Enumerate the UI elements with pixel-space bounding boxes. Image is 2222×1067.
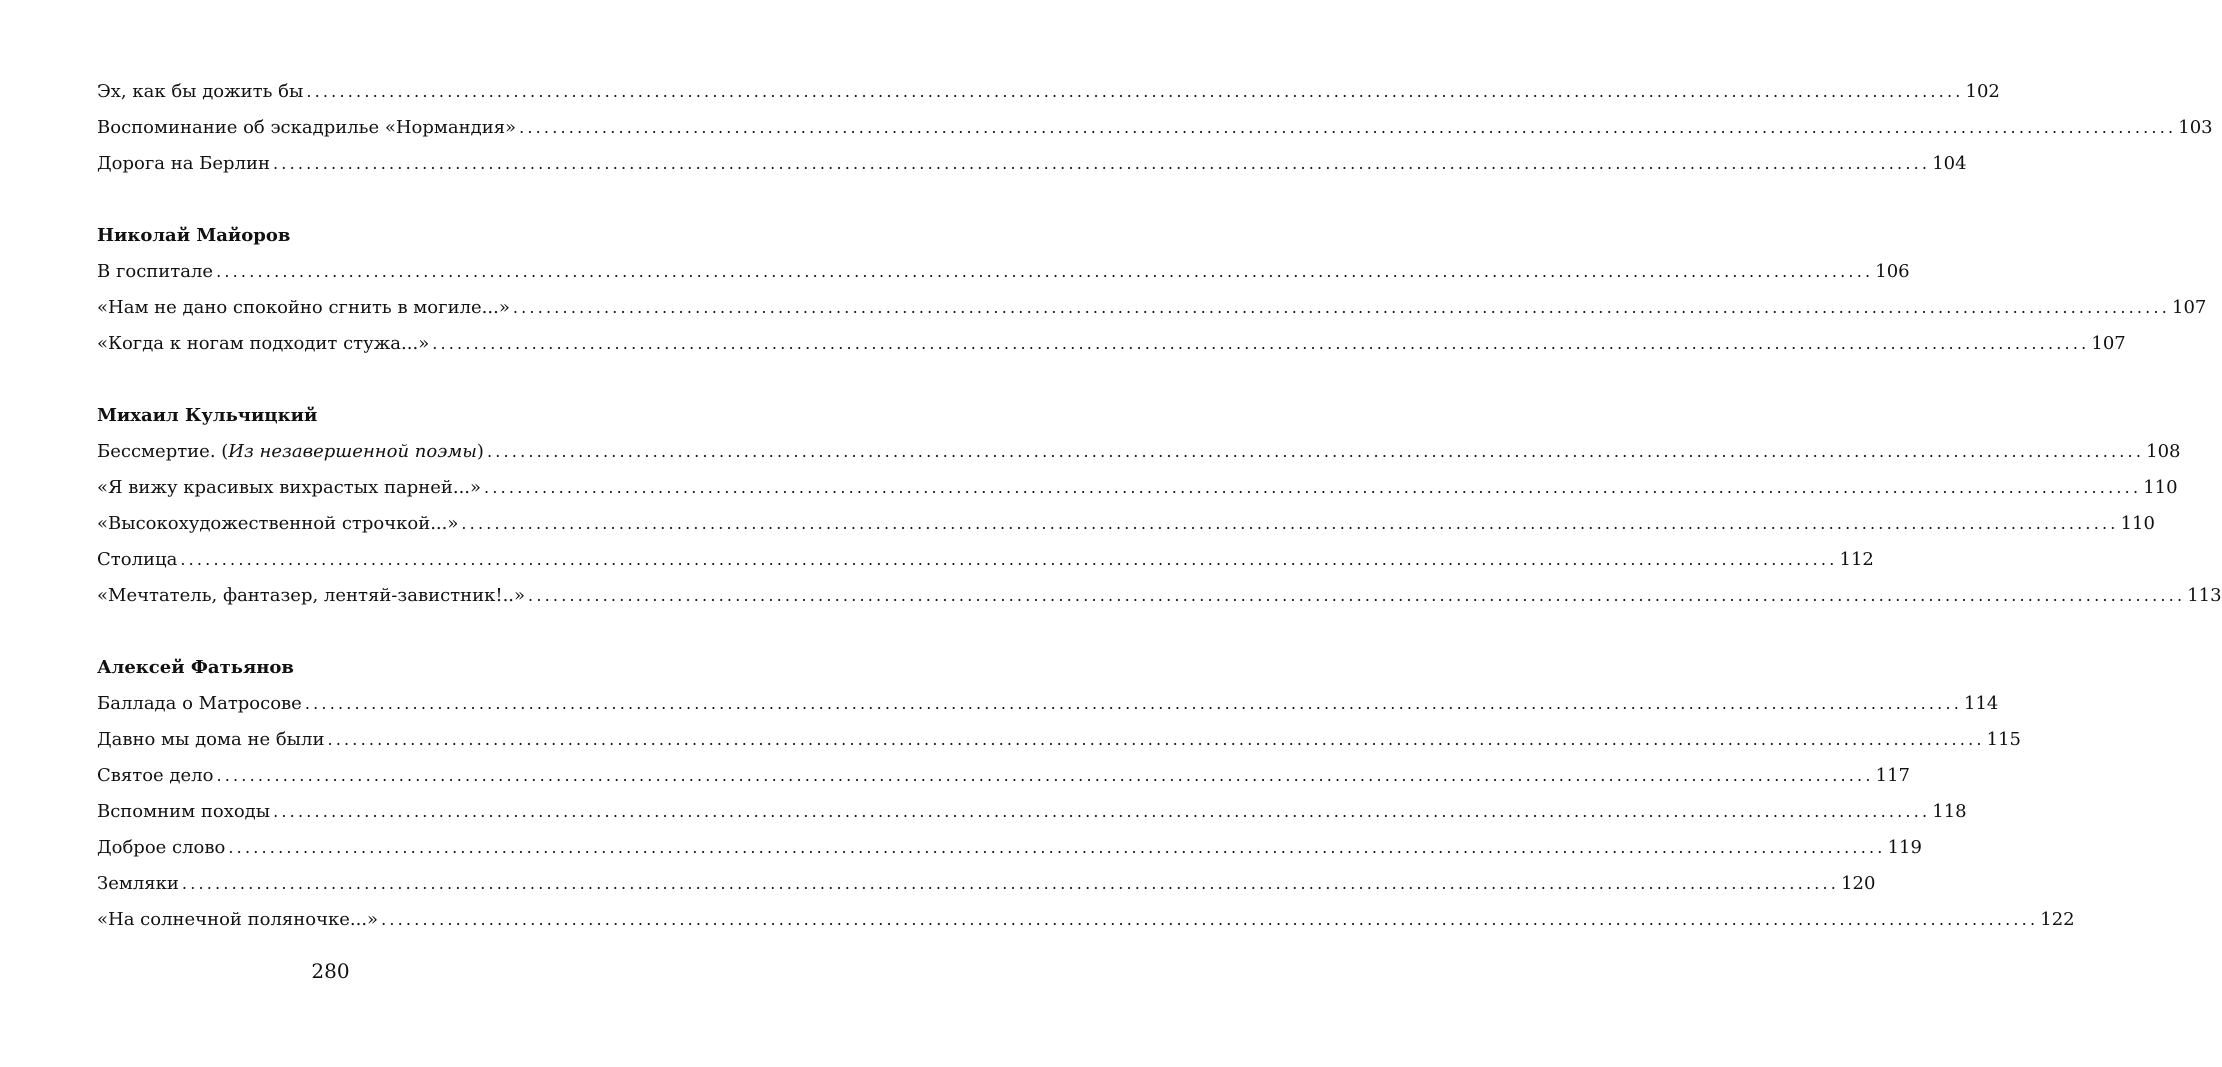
entry-page-number: 120 xyxy=(1841,873,1876,894)
entry-title: «Мечтатель, фантазер, лентяй-завистник!..» xyxy=(97,585,526,606)
toc-entry xyxy=(97,794,1967,830)
toc-entry xyxy=(97,866,1876,902)
toc-entry xyxy=(97,434,2181,470)
toc-entry xyxy=(97,722,2021,758)
entry-title: Святое дело xyxy=(97,765,214,786)
entry-title: В госпитале xyxy=(97,261,214,282)
entry-page-number: 103 xyxy=(2178,117,2213,138)
toc-entry xyxy=(97,110,2213,146)
dot-leader: ........................................................................................................................................................................................................ xyxy=(519,118,2177,137)
dot-leader: ........................................................................................................................................................................................................ xyxy=(228,838,1886,857)
entry-title-closing: ) xyxy=(476,441,484,462)
toc-section xyxy=(97,74,2213,182)
toc-section xyxy=(97,218,2207,362)
table-of-contents xyxy=(97,74,2222,974)
entry-title-italic: Из незавершенной поэмы xyxy=(228,441,477,462)
dot-leader: ........................................................................................................................................................................................................ xyxy=(180,550,1838,569)
toc-entry xyxy=(97,542,1874,578)
toc-entry xyxy=(97,578,2222,614)
toc-section xyxy=(97,398,2222,614)
page-number: 280 xyxy=(311,959,350,983)
dot-leader: ........................................................................................................................................................................................................ xyxy=(528,586,2186,605)
dot-leader: ........................................................................................................................................................................................................ xyxy=(327,730,1985,749)
toc-entry xyxy=(97,146,1967,182)
entry-page-number: 107 xyxy=(2172,297,2207,318)
dot-leader: ........................................................................................................................................................................................................ xyxy=(216,766,1874,785)
entry-page-number: 119 xyxy=(1887,837,1922,858)
author-heading: Михаил Кульчицкий xyxy=(97,405,318,426)
entry-page-number: 104 xyxy=(1932,153,1967,174)
entry-page-number: 110 xyxy=(2120,513,2155,534)
entry-title xyxy=(97,434,487,470)
author-heading: Алексей Фатьянов xyxy=(97,657,294,678)
dot-leader: ........................................................................................................................................................................................................ xyxy=(304,694,1963,713)
author-heading: Николай Майоров xyxy=(97,225,291,246)
entry-title: Столица xyxy=(97,549,178,570)
entry-title: Вспомним походы xyxy=(97,801,271,822)
entry-page-number: 110 xyxy=(2143,477,2178,498)
dot-leader: ........................................................................................................................................................................................................ xyxy=(486,442,2145,461)
entry-page-number: 115 xyxy=(1986,729,2021,750)
entry-page-number: 108 xyxy=(2146,441,2181,462)
entry-page-number: 114 xyxy=(1964,693,1999,714)
dot-leader: ........................................................................................................................................................................................................ xyxy=(432,334,2090,353)
toc-entry xyxy=(97,470,2178,506)
entry-title: Дорога на Берлин xyxy=(97,153,270,174)
toc-entry xyxy=(97,902,2075,938)
toc-entry xyxy=(97,758,1910,794)
entry-page-number: 118 xyxy=(1932,801,1967,822)
entry-title: Баллада о Матросове xyxy=(97,693,302,714)
entry-page-number: 107 xyxy=(2091,333,2126,354)
entry-page-number: 117 xyxy=(1875,765,1910,786)
entry-page-number: 102 xyxy=(1965,81,2000,102)
entry-title: Эх, как бы дожить бы xyxy=(97,81,304,102)
toc-section xyxy=(97,650,2075,938)
entry-title: Земляки xyxy=(97,873,179,894)
dot-leader: ........................................................................................................................................................................................................ xyxy=(273,802,1931,821)
entry-title: Воспоминание об эскадрилье «Нормандия» xyxy=(97,117,517,138)
entry-title: «На солнечной поляночке...» xyxy=(97,909,379,930)
entry-page-number: 112 xyxy=(1839,549,1874,570)
dot-leader: ........................................................................................................................................................................................................ xyxy=(216,262,1874,281)
entry-title-text: Бессмертие. ( xyxy=(97,441,229,462)
dot-leader: ........................................................................................................................................................................................................ xyxy=(273,154,1931,173)
dot-leader: ........................................................................................................................................................................................................ xyxy=(512,298,2171,317)
entry-title: «Когда к ногам подходит стужа...» xyxy=(97,333,430,354)
dot-leader: ........................................................................................................................................................................................................ xyxy=(181,874,1840,893)
dot-leader: ........................................................................................................................................................................................................ xyxy=(381,910,2039,929)
toc-entry xyxy=(97,506,2155,542)
entry-title: «Нам не дано спокойно сгнить в могиле...» xyxy=(97,297,510,318)
toc-entry xyxy=(97,830,1922,866)
toc-entry xyxy=(97,74,2000,110)
entry-page-number: 113 xyxy=(2187,585,2222,606)
entry-title: Доброе слово xyxy=(97,837,226,858)
toc-entry xyxy=(97,254,1910,290)
dot-leader: ........................................................................................................................................................................................................ xyxy=(306,82,1964,101)
dot-leader: ........................................................................................................................................................................................................ xyxy=(461,514,2119,533)
entry-title: «Высокохудожественной строчкой...» xyxy=(97,513,459,534)
entry-title: Давно мы дома не были xyxy=(97,729,325,750)
dot-leader: ........................................................................................................................................................................................................ xyxy=(484,478,2142,497)
toc-entry xyxy=(97,326,2126,362)
toc-entry xyxy=(97,686,1999,722)
entry-page-number: 106 xyxy=(1875,261,1910,282)
entry-page-number: 122 xyxy=(2040,909,2075,930)
entry-title: «Я вижу красивых вихрастых парней...» xyxy=(97,477,482,498)
toc-entry xyxy=(97,290,2207,326)
